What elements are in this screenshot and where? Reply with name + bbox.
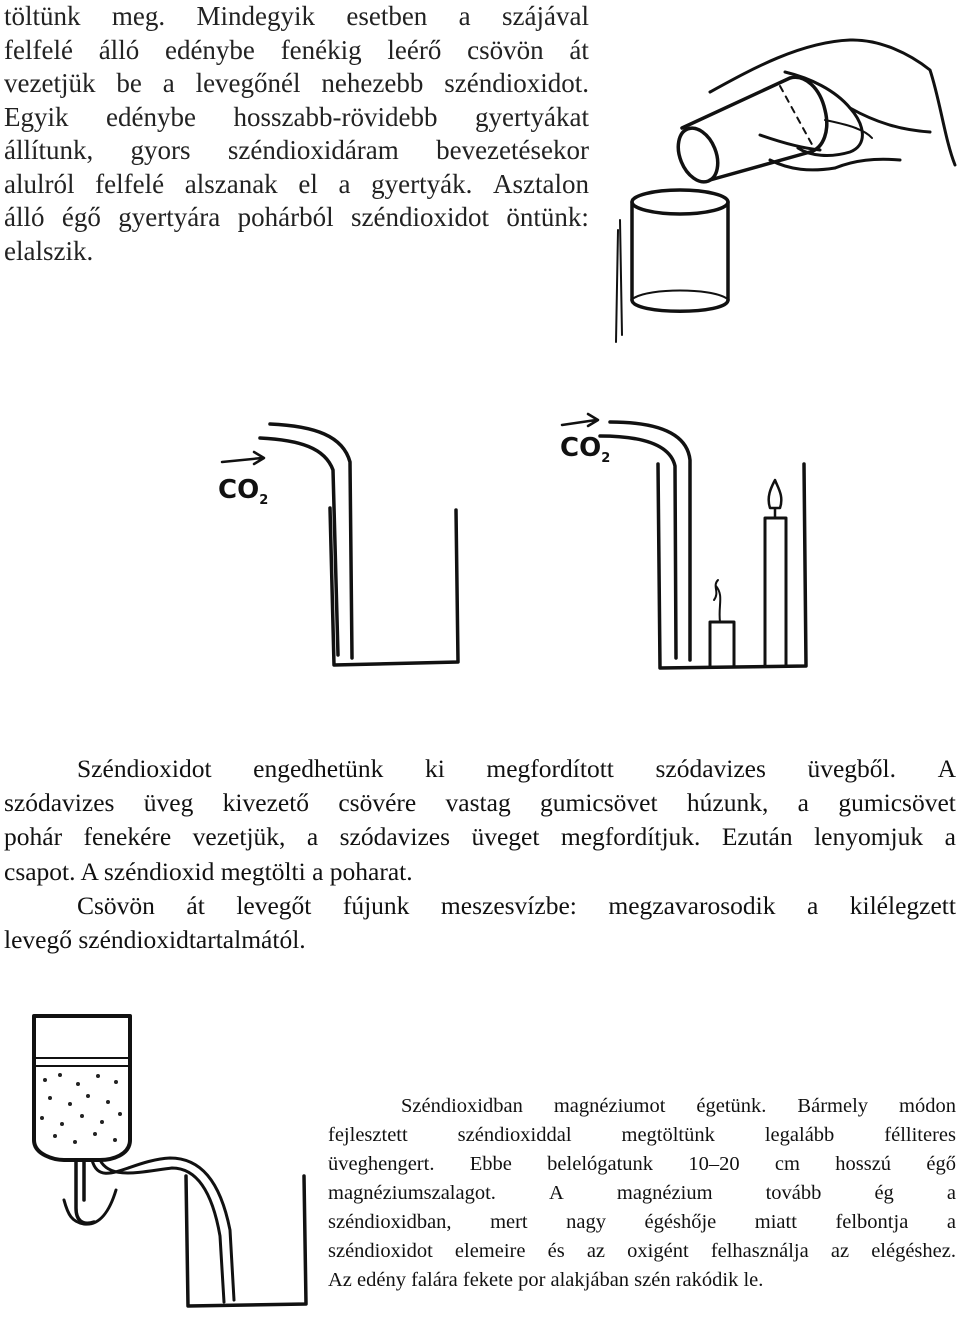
word: felhasználja (710, 1240, 809, 1262)
word: öntünk: (506, 202, 589, 232)
text-line: csapot. A széndioxid megtölti a poharat. (4, 856, 413, 886)
word: felbontja (835, 1211, 909, 1233)
word: gyertyákat (475, 101, 589, 132)
text-line (4, 168, 589, 202)
word: álló (4, 202, 45, 232)
word: A (549, 1182, 564, 1204)
word: fejlesztett (328, 1124, 408, 1146)
word: leérő (387, 34, 442, 65)
word: gumicsövet (838, 788, 956, 818)
word: húzunk, (686, 788, 769, 818)
word: gyors (130, 135, 191, 165)
word: A (937, 754, 956, 783)
word: megzavarosodik (608, 890, 776, 920)
word: széndioxiddal (457, 1124, 572, 1146)
word: Ebbe (469, 1153, 512, 1175)
word: üvegből. (807, 754, 897, 783)
word: tovább (765, 1182, 822, 1204)
text-line (4, 34, 589, 68)
word: alulról (4, 168, 75, 199)
word: megfordított (486, 754, 614, 783)
paragraph-bottom (328, 1092, 956, 1295)
word: gumicsövet (540, 788, 658, 818)
word: szódavizes (655, 754, 766, 783)
paragraph-middle (4, 752, 956, 957)
word: legalább (764, 1124, 835, 1146)
word: üveg (143, 788, 194, 818)
text-line (328, 1121, 956, 1150)
word: meszesvízbe: (440, 890, 577, 920)
word: kilélegzett (849, 890, 956, 920)
text-line (4, 752, 956, 786)
word: a (946, 1211, 956, 1233)
soda-bottle-illustration (20, 1010, 320, 1310)
word: félliteres (884, 1124, 956, 1146)
word: edénybe (106, 101, 196, 132)
text-line (328, 1237, 956, 1266)
word: hosszabb-rövidebb (233, 101, 438, 132)
text-line (4, 201, 589, 235)
word: nagy (566, 1211, 607, 1233)
word: Ezután (721, 822, 793, 852)
word: fenekére (83, 822, 172, 852)
word: bevezetésekor (436, 135, 589, 165)
word: magnézium (616, 1182, 713, 1204)
word: cm (774, 1153, 800, 1175)
word: vastag (445, 788, 511, 818)
liquid-speckles (40, 1073, 122, 1144)
word: hosszú (835, 1153, 892, 1175)
word: a (797, 788, 809, 818)
word: szájával (502, 1, 589, 31)
word: égő (61, 202, 101, 232)
text-line (328, 1179, 956, 1208)
word: fenékig (280, 34, 362, 65)
word: magnéziumot (553, 1095, 666, 1117)
text-line (4, 134, 589, 168)
word: felfelé (4, 34, 73, 65)
word: kivezető (222, 788, 310, 818)
word: vezetjük (4, 68, 96, 98)
word: széndioxidot (351, 202, 490, 232)
word: az (586, 1240, 606, 1262)
word: állítunk, (4, 135, 94, 165)
word: el (298, 168, 318, 199)
word: széndioxidban, (328, 1211, 452, 1233)
text-line (4, 101, 589, 135)
word: át (186, 890, 205, 920)
word: elégéshez. (871, 1240, 956, 1262)
word: belelógatunk (547, 1153, 654, 1175)
word: esetben (346, 1, 428, 31)
word: magnéziumszalagot. (328, 1182, 496, 1204)
word: át (569, 34, 589, 65)
word: pohár (4, 822, 63, 852)
word: be (116, 68, 142, 98)
word: ég (874, 1182, 894, 1204)
word: levegőnél (195, 68, 301, 98)
word: módon (899, 1095, 956, 1117)
word: nehezebb (321, 68, 424, 98)
text-line (4, 820, 956, 854)
word: Mindegyik (196, 1, 315, 31)
word: Bármely (797, 1095, 869, 1117)
co2-beakers-diagram (200, 400, 840, 690)
text-line: Az edény falára fekete por alakjában szén rakódik le. (328, 1269, 764, 1291)
word: pohárból (237, 202, 334, 232)
word: széndioxidot. (444, 68, 589, 98)
word: Széndioxidot (77, 754, 212, 783)
word: mert (490, 1211, 528, 1233)
word: üveget (471, 822, 540, 852)
word: miatt (754, 1211, 797, 1233)
word: fújunk (342, 890, 410, 920)
word: Csövön (77, 890, 155, 920)
word: csövére (338, 788, 417, 818)
word: a (458, 1, 471, 31)
word: a (806, 890, 819, 920)
word: gyertyára (118, 202, 221, 232)
word: üveghengert. (328, 1153, 435, 1175)
word: 10–20 (688, 1153, 740, 1175)
word: a (944, 822, 956, 852)
word: ki (425, 754, 445, 783)
word: Egyik (4, 101, 69, 132)
text-line (328, 1208, 956, 1237)
word: széndioxidáram (227, 135, 399, 165)
word: engedhetünk (253, 754, 384, 783)
text-line (4, 67, 589, 101)
paragraph-top (4, 0, 589, 268)
text-line: elalszik. (4, 235, 94, 266)
text-line (328, 1092, 956, 1121)
word: levegőt (236, 890, 312, 920)
word: alszanak (184, 168, 278, 199)
word: oxigént (627, 1240, 689, 1262)
word: töltünk (4, 1, 81, 31)
text-line (4, 889, 956, 923)
text-line (4, 0, 589, 34)
word: égéshője (644, 1211, 717, 1233)
word: szódavizes (339, 822, 451, 852)
word: a (338, 168, 351, 199)
word: meg. (111, 1, 166, 31)
word: Széndioxidban (401, 1095, 523, 1117)
text-line (328, 1150, 956, 1179)
word: égő (926, 1153, 956, 1175)
word: megtöltünk (621, 1124, 715, 1146)
hand-pouring-glass-illustration (610, 30, 960, 350)
word: széndioxidot (328, 1240, 433, 1262)
co2-label-right: $CO_2$ (560, 433, 611, 466)
word: Asztalon (493, 168, 589, 199)
text-line: levegő széndioxidtartalmától. (4, 925, 306, 955)
word: szódavizes (4, 788, 115, 818)
text-line (4, 786, 956, 820)
word: a (306, 822, 319, 852)
word: felfelé (95, 168, 165, 199)
word: a (946, 1182, 956, 1204)
co2-label-left: $CO_2$ (218, 475, 269, 508)
word: csövön (467, 34, 544, 65)
word: égetünk. (696, 1095, 767, 1117)
word: megfordítjuk. (560, 822, 701, 852)
word: lenyomjuk (814, 822, 924, 852)
word: álló (98, 34, 140, 65)
word: edénybe (164, 34, 255, 65)
word: a (162, 68, 175, 98)
word: vezetjük, (192, 822, 286, 852)
word: és (547, 1240, 565, 1262)
word: gyertyák. (371, 168, 473, 199)
word: elemeire (454, 1240, 526, 1262)
word: az (830, 1240, 850, 1262)
